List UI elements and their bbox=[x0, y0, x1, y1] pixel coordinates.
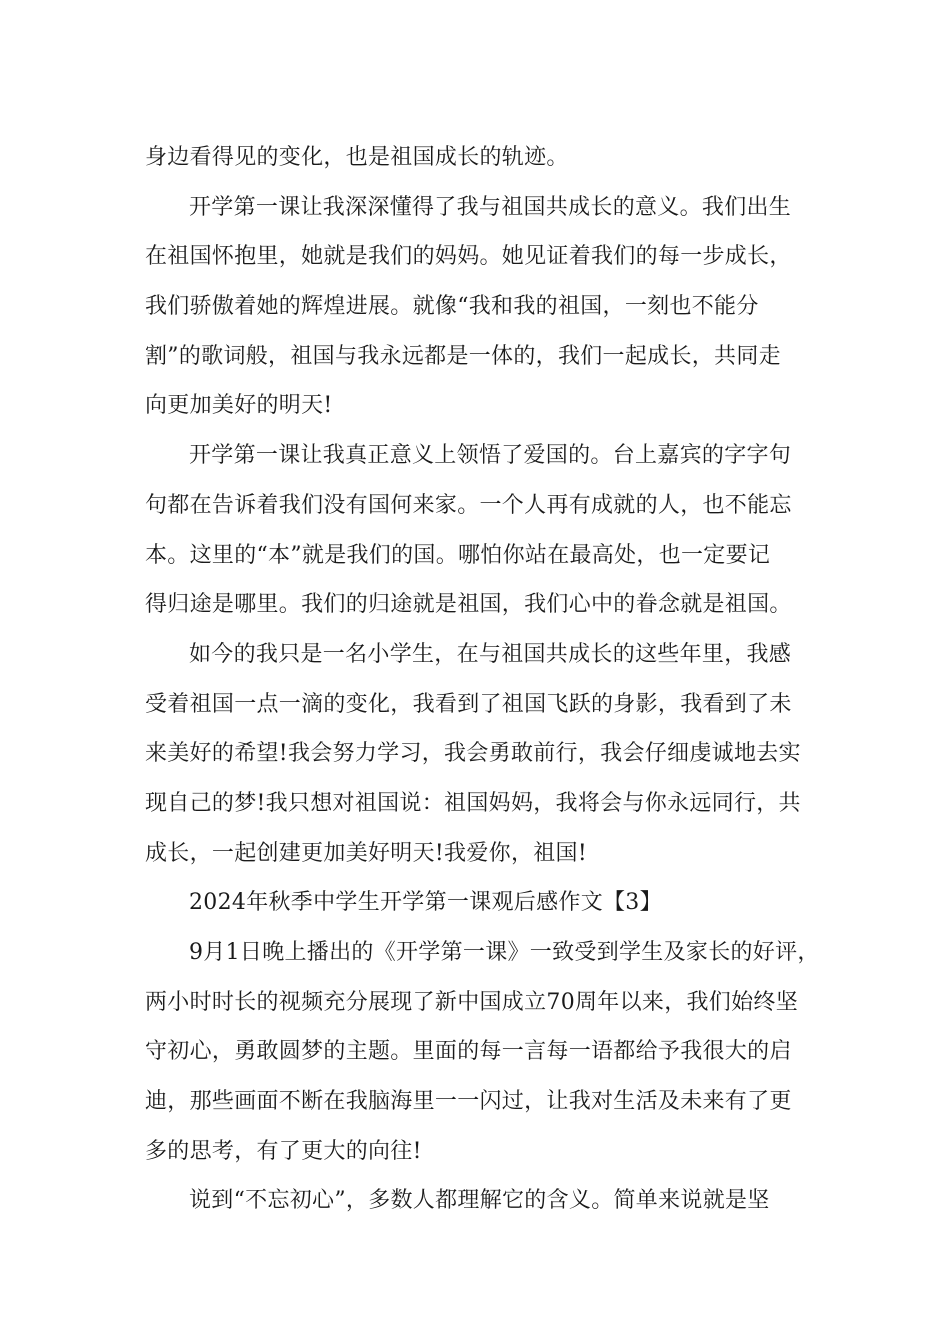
text-line: 向更加美好的明天! bbox=[145, 393, 333, 419]
text-line: 受着祖国一点一滴的变化，我看到了祖国飞跃的身影，我看到了未 bbox=[145, 691, 792, 717]
text-line: 开学第一课让我深深懂得了我与祖国共成长的意义。我们出生 bbox=[189, 194, 792, 220]
text-line: 说到“不忘初心”，多数人都理解它的含义。简单来说就是坚 bbox=[189, 1188, 770, 1214]
text-line: 成长，一起创建更加美好明天!我爱你，祖国! bbox=[145, 840, 587, 866]
text-line: 现自己的梦!我只想对祖国说：祖国妈妈，我将会与你永远同行，共 bbox=[145, 790, 801, 816]
text-line: 身边看得见的变化，也是祖国成长的轨迹。 bbox=[145, 145, 569, 170]
text-line: 9月1日晚上播出的《开学第一课》一致受到学生及家长的好评， bbox=[189, 940, 820, 965]
text-line: 两小时时长的视频充分展现了新中国成立70周年以来，我们始终坚 bbox=[145, 989, 798, 1015]
text-line: 得归途是哪里。我们的归途就是祖国，我们心中的眷念就是祖国。 bbox=[145, 592, 792, 618]
text-line: 割”的歌词般，祖国与我永远都是一体的，我们一起成长，共同走 bbox=[145, 343, 781, 369]
text-line: 守初心，勇敢圆梦的主题。里面的每一言每一语都给予我很大的启 bbox=[145, 1039, 792, 1065]
text-line: 本。这里的“本”就是我们的国。哪怕你站在最高处，也一定要记 bbox=[145, 542, 771, 568]
text-line: 多的思考，有了更大的向往! bbox=[145, 1138, 422, 1164]
document-body bbox=[145, 133, 825, 1226]
section-heading: 2024年秋季中学生开学第一课观后感作文【3】 bbox=[189, 890, 662, 916]
text-line: 来美好的希望!我会努力学习，我会勇敢前行，我会仔细虔诚地去实 bbox=[145, 741, 801, 767]
text-line: 如今的我只是一名小学生，在与祖国共成长的这些年里，我感 bbox=[189, 641, 792, 667]
text-line: 句都在告诉着我们没有国何来家。一个人再有成就的人，也不能忘 bbox=[145, 492, 792, 518]
text-line: 开学第一课让我真正意义上领悟了爱国的。台上嘉宾的字字句 bbox=[189, 443, 792, 469]
text-line: 在祖国怀抱里，她就是我们的妈妈。她见证着我们的每一步成长， bbox=[145, 244, 792, 270]
text-line: 我们骄傲着她的辉煌进展。就像“我和我的祖国，一刻也不能分 bbox=[145, 294, 759, 320]
text-line: 迪，那些画面不断在我脑海里一一闪过，让我对生活及未来有了更 bbox=[145, 1089, 792, 1115]
